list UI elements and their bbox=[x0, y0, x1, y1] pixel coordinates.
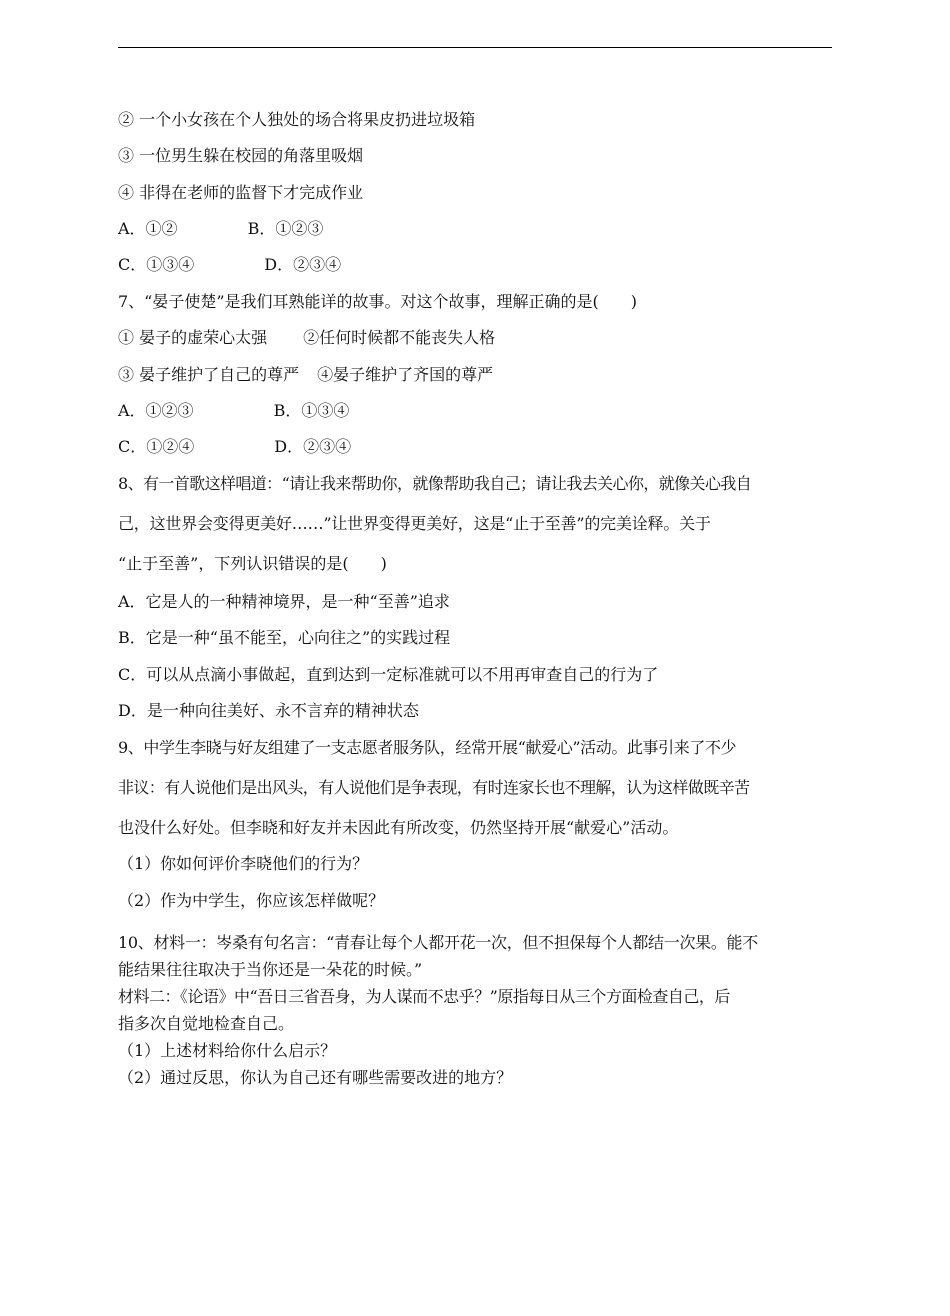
q10-sub-question-2: （2）通过反思，你认为自己还有哪些需要改进的地方？ bbox=[118, 1068, 513, 1087]
q9-sub-question-1: （1）你如何评价李晓他们的行为？ bbox=[118, 854, 369, 873]
q7-option-d: D．②③④ bbox=[274, 437, 352, 456]
q7-item-4: ④晏子维护了齐国的尊严 bbox=[317, 365, 494, 384]
q6-option-c: C．①③④ bbox=[118, 255, 195, 274]
q7-options-row-1 bbox=[118, 401, 349, 421]
q10-line-2: 能结果往往取决于当你还是一朵花的时候。” bbox=[118, 960, 423, 979]
q8-option-c: C．可以从点滴小事做起，直到达到一定标准就可以不用再审查自己的行为了 bbox=[118, 665, 659, 684]
q7-stem: 7、“晏子使楚”是我们耳熟能详的故事。对这个故事，理解正确的是( ) bbox=[118, 292, 638, 311]
q8-option-d: D．是一种向往美好、永不言弃的精神状态 bbox=[118, 701, 419, 720]
q8-stem-line-3: “止于至善”，下列认识错误的是( ) bbox=[118, 554, 387, 573]
q7-items-row-2 bbox=[118, 365, 493, 385]
q7-option-a: A．①②③ bbox=[118, 401, 194, 420]
q7-options-row-2 bbox=[118, 437, 351, 457]
q7-option-b: B．①③④ bbox=[273, 401, 350, 420]
q9-stem-line-3: 也没什么好处。但李晓和好友并未因此有所改变，仍然坚持开展“献爱心”活动。 bbox=[118, 818, 679, 837]
q7-items-row-1 bbox=[118, 328, 495, 348]
q7-item-3: ③ 晏子维护了自己的尊严 bbox=[118, 365, 300, 384]
q8-stem-line-2: 己，这世界会变得更美好……”让世界变得更美好，这是“止于至善”的完美诠释。关于 bbox=[118, 514, 711, 533]
q10-line-1: 10、材料一：岑桑有句名言：“青春让每个人都开花一次，但不担保每个人都结一次果。能不 bbox=[118, 933, 758, 952]
q6-item-2: ② 一个小女孩在个人独处的场合将果皮扔进垃圾箱 bbox=[118, 110, 476, 129]
q10-line-3: 材料二：《论语》中“吾日三省吾身，为人谋而不忠乎？”原指每日从三个方面检查自己，后 bbox=[118, 987, 730, 1006]
q8-option-a: A．它是人的一种精神境界，是一种“至善”追求 bbox=[118, 592, 450, 611]
header-rule bbox=[118, 47, 832, 48]
q9-stem-line-2: 非议：有人说他们是出风头，有人说他们是争表现，有时连家长也不理解，认为这样做既辛苦 bbox=[118, 778, 750, 797]
q6-options-row-1 bbox=[118, 219, 323, 239]
q6-options-row-2 bbox=[118, 255, 341, 275]
q6-option-b: B．①②③ bbox=[247, 219, 324, 238]
q10-line-4: 指多次自觉地检查自己。 bbox=[118, 1014, 295, 1033]
q6-item-3: ③ 一位男生躲在校园的角落里吸烟 bbox=[118, 146, 364, 165]
q9-sub-question-2: （2）作为中学生，你应该怎样做呢？ bbox=[118, 891, 385, 910]
q8-stem-line-1: 8、有一首歌这样唱道：“请让我来帮助你，就像帮助我自己；请让我去关心你，就像关心我自 bbox=[118, 474, 752, 493]
q7-item-1: ① 晏子的虚荣心太强 bbox=[118, 328, 268, 347]
q7-item-2: ②任何时候都不能丧失人格 bbox=[303, 328, 496, 347]
q10-sub-question-1: （1）上述材料给你什么启示？ bbox=[118, 1041, 337, 1060]
q6-option-d: D．②③④ bbox=[264, 255, 342, 274]
q7-option-c: C．①②④ bbox=[118, 437, 195, 456]
q8-option-b: B．它是一种“虽不能至，心向往之”的实践过程 bbox=[118, 628, 451, 647]
q9-stem-line-1: 9、中学生李晓与好友组建了一支志愿者服务队，经常开展“献爱心”活动。此事引来了不少 bbox=[118, 738, 737, 757]
q6-option-a: A．①② bbox=[118, 219, 178, 238]
q6-item-4: ④ 非得在老师的监督下才完成作业 bbox=[118, 183, 364, 202]
